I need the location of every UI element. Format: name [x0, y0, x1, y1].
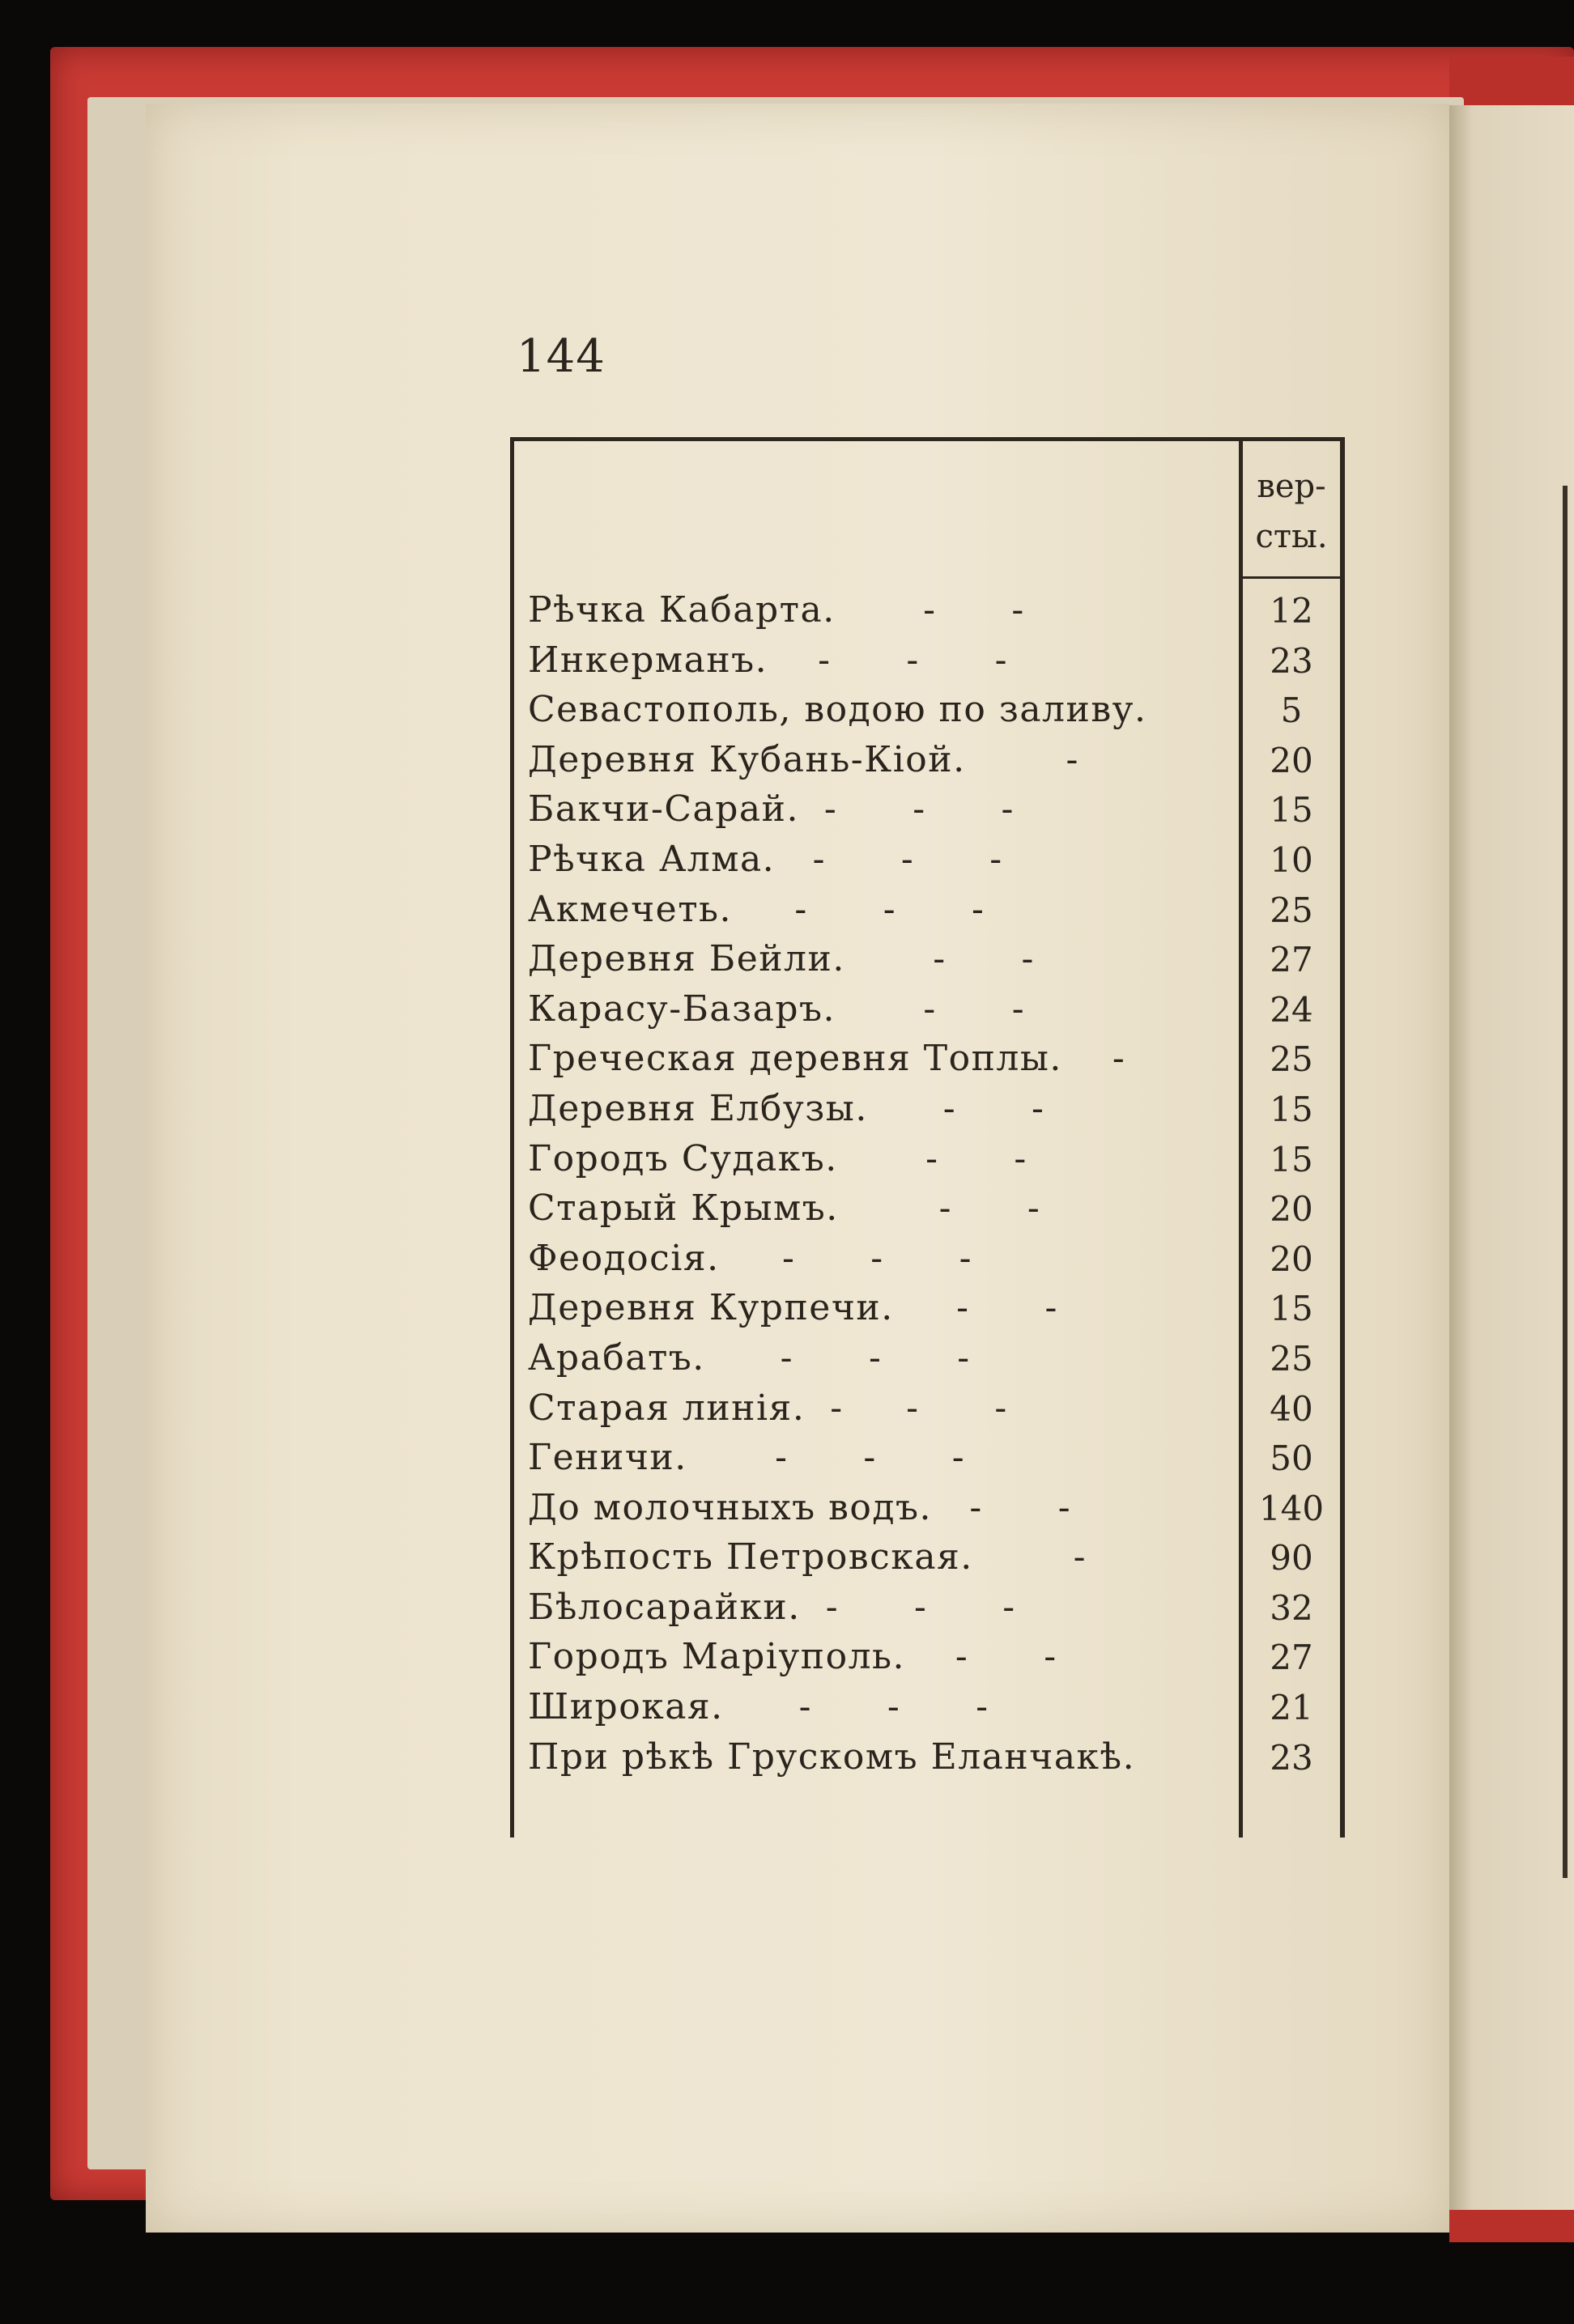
- place-name: Греческая деревня Топлы. -: [528, 1038, 1126, 1080]
- place-name: Городъ Судакъ. - -: [528, 1137, 1027, 1179]
- table-row: [510, 1432, 1344, 1482]
- facing-page-rule: [1563, 486, 1568, 1878]
- table-row: [510, 1383, 1344, 1433]
- table-rule-top: [510, 437, 1344, 441]
- table-row: [510, 1582, 1344, 1632]
- distance-value: 25: [1270, 1039, 1313, 1080]
- table-row: [510, 1532, 1344, 1582]
- distance-value: 15: [1270, 1139, 1313, 1179]
- place-name: Геничи. - - -: [528, 1437, 966, 1479]
- table-row: [510, 1332, 1344, 1383]
- table-row: [510, 884, 1344, 934]
- distance-value: 25: [1270, 1338, 1313, 1379]
- place-name: Севастополь, водою по заливу.: [528, 689, 1147, 731]
- place-name: Широкая. - - -: [528, 1686, 989, 1728]
- table-row: [510, 584, 1344, 635]
- table-row: [510, 984, 1344, 1034]
- place-name: Деревня Елбузы. - -: [528, 1087, 1045, 1129]
- distance-value: 15: [1270, 1089, 1313, 1129]
- table-rule-header: [1243, 576, 1340, 579]
- distance-value: 20: [1270, 1238, 1313, 1279]
- place-name: Инкерманъ. - - -: [528, 639, 1009, 681]
- place-name: Акмечеть. - - -: [528, 888, 985, 930]
- table-row: [510, 1183, 1344, 1233]
- distance-value: 20: [1270, 740, 1313, 780]
- place-name: Бѣлосарайки. - - -: [528, 1586, 1016, 1628]
- table-row: [510, 1133, 1344, 1183]
- distance-value: 12: [1270, 591, 1313, 631]
- place-name: До молочныхъ водъ. - -: [528, 1486, 1072, 1528]
- table-row: [510, 1083, 1344, 1133]
- table-row: [510, 1282, 1344, 1332]
- table-row: [510, 635, 1344, 685]
- distance-value: 40: [1270, 1388, 1313, 1429]
- place-name: Старая линiя. - - -: [528, 1387, 1008, 1429]
- place-name: Деревня Курпечи. - -: [528, 1287, 1058, 1329]
- page-number: 144: [517, 330, 606, 383]
- distance-value: 24: [1270, 989, 1313, 1030]
- place-name: Карасу-Базаръ. - -: [528, 988, 1026, 1030]
- distance-value: 32: [1270, 1587, 1313, 1628]
- distance-value: 23: [1270, 1737, 1313, 1778]
- distance-value: 15: [1270, 1289, 1313, 1329]
- table-row: [510, 784, 1344, 834]
- distance-value: 90: [1270, 1538, 1313, 1578]
- place-name: Старый Крымъ. - -: [528, 1187, 1041, 1230]
- distance-value: 25: [1270, 890, 1313, 930]
- facing-page: [1446, 105, 1574, 2210]
- place-name: Арабатъ. - - -: [528, 1336, 971, 1379]
- distance-value: 27: [1270, 940, 1313, 980]
- place-name: Бакчи-Сарай. - - -: [528, 788, 1015, 831]
- place-name: Деревня Бейли. - -: [528, 938, 1035, 980]
- table-row: [510, 684, 1344, 734]
- distance-value: 5: [1280, 690, 1303, 731]
- place-name: Рѣчка Алма. - - -: [528, 838, 1003, 880]
- distance-value: 23: [1270, 640, 1313, 681]
- table-row: [510, 1631, 1344, 1681]
- table-row: [510, 933, 1344, 984]
- distance-value: 20: [1270, 1189, 1313, 1230]
- table-row: [510, 1233, 1344, 1283]
- distance-value: 50: [1270, 1438, 1313, 1479]
- table-row: [510, 1681, 1344, 1731]
- column-header-versts: вер- сты.: [1255, 468, 1328, 555]
- distance-value: 140: [1258, 1488, 1325, 1528]
- place-name: Феодосiя. - - -: [528, 1237, 972, 1279]
- distance-value: 15: [1270, 790, 1313, 831]
- place-name: Деревня Кубань-Кiой. -: [528, 738, 1079, 780]
- distance-value: 27: [1270, 1638, 1313, 1678]
- table-row: [510, 734, 1344, 784]
- table-row: [510, 1482, 1344, 1532]
- table-row: [510, 834, 1344, 884]
- table-row: [510, 1033, 1344, 1083]
- place-name: Крѣпость Петровская. -: [528, 1536, 1087, 1578]
- place-name: Городъ Марiуполь. - -: [528, 1636, 1057, 1678]
- place-name: Рѣчка Кабарта. - -: [528, 589, 1025, 631]
- distance-table: [510, 437, 1344, 1838]
- distance-value: 10: [1270, 839, 1313, 880]
- distance-value: 21: [1270, 1688, 1313, 1728]
- table-rows: [510, 584, 1344, 1781]
- table-row: [510, 1731, 1344, 1782]
- place-name: При рѣкѣ Грускомъ Еланчакѣ.: [528, 1736, 1136, 1778]
